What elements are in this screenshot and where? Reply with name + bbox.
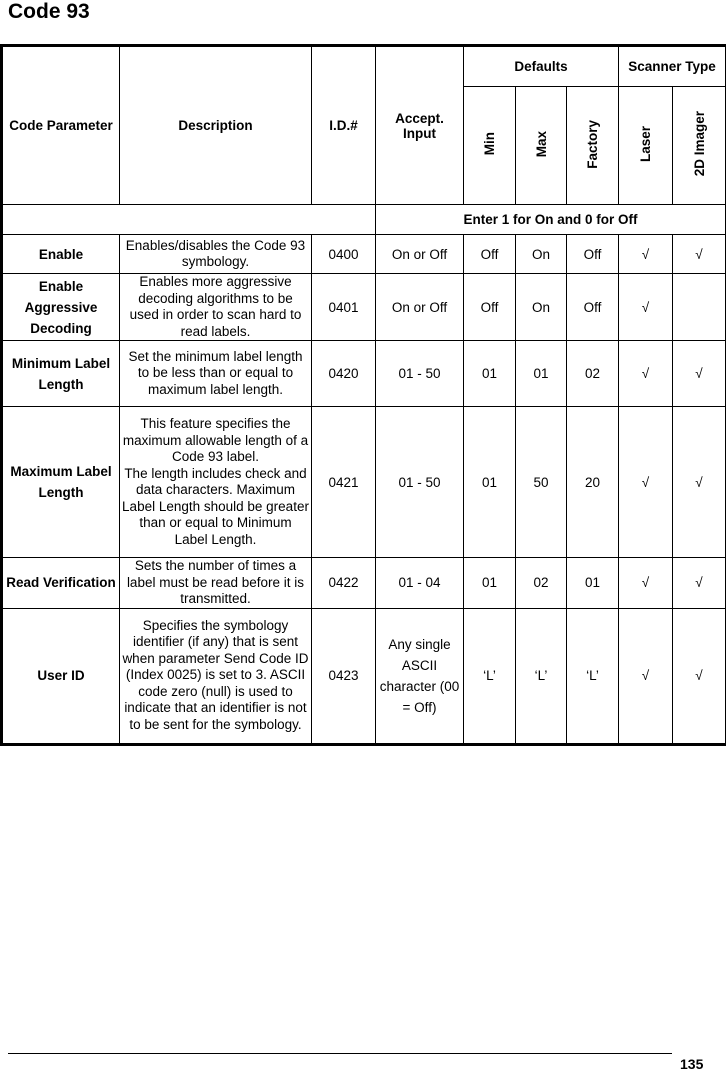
table-row [2, 407, 726, 558]
header-accept-input: Accept. Input [376, 46, 464, 205]
table-row [2, 235, 726, 274]
code93-parameter-table [0, 44, 726, 746]
note-blank-cell [2, 205, 376, 235]
footer-rule [8, 1053, 672, 1054]
accept-input-cell: On or Off [376, 274, 464, 341]
table-row [2, 558, 726, 609]
laser-cell: √ [619, 235, 673, 274]
param-cell: Enable Aggressive Decoding [2, 274, 120, 341]
header-2d-imager: 2D Imager [673, 87, 726, 205]
id-cell: 0400 [312, 235, 376, 274]
header-max: Max [516, 87, 567, 205]
factory-cell: Off [567, 235, 619, 274]
note-row [2, 205, 726, 235]
imager-cell: √ [673, 235, 726, 274]
accept-input-cell: On or Off [376, 235, 464, 274]
imager-cell: √ [673, 407, 726, 558]
max-cell: 01 [516, 341, 567, 407]
min-cell: 01 [464, 341, 516, 407]
header-laser: Laser [619, 87, 673, 205]
section-title: Code 93 [8, 0, 90, 24]
page-number: 135 [680, 1056, 703, 1072]
header-code-parameter: Code Parameter [2, 46, 120, 205]
param-cell: Minimum Label Length [2, 341, 120, 407]
min-cell: ‘L’ [464, 608, 516, 744]
description-cell: Set the minimum label length to be less than or equal to maximum label length. [120, 341, 312, 407]
min-cell: Off [464, 235, 516, 274]
header-scanner-type: Scanner Type [619, 46, 726, 87]
accept-input-cell: 01 - 50 [376, 341, 464, 407]
table-row [2, 274, 726, 341]
id-cell: 0420 [312, 341, 376, 407]
factory-cell: Off [567, 274, 619, 341]
header-min: Min [464, 87, 516, 205]
min-cell: 01 [464, 407, 516, 558]
imager-cell: √ [673, 341, 726, 407]
header-factory: Factory [567, 87, 619, 205]
table-row [2, 608, 726, 744]
max-cell: ‘L’ [516, 608, 567, 744]
description-cell: This feature specifies the maximum allowable length of a Code 93 label. The length includes check and data characters. Maximum Label Length should be greater than or equal to Minimum Label Length. [120, 407, 312, 558]
factory-cell: 20 [567, 407, 619, 558]
min-cell: 01 [464, 558, 516, 609]
imager-cell: √ [673, 558, 726, 609]
description-cell: Enables/disables the Code 93 symbology. [120, 235, 312, 274]
max-cell: On [516, 235, 567, 274]
id-cell: 0401 [312, 274, 376, 341]
laser-cell: √ [619, 407, 673, 558]
factory-cell: 02 [567, 341, 619, 407]
laser-cell: √ [619, 558, 673, 609]
min-cell: Off [464, 274, 516, 341]
laser-cell: √ [619, 608, 673, 744]
description-cell: Specifies the symbology identifier (if any) that is sent when parameter Send Code ID (Index 0025) is set to 3. ASCII code zero (null) is used to indicate that an identifier is not to be sent for the symbology. [120, 608, 312, 744]
laser-cell: √ [619, 274, 673, 341]
header-description: Description [120, 46, 312, 205]
param-cell: Enable [2, 235, 120, 274]
description-cell: Enables more aggressive decoding algorithms to be used in order to scan hard to read labels. [120, 274, 312, 341]
accept-input-cell: 01 - 50 [376, 407, 464, 558]
imager-cell [673, 274, 726, 341]
param-cell: Read Verification [2, 558, 120, 609]
header-row-top [2, 46, 726, 87]
imager-cell: √ [673, 608, 726, 744]
id-cell: 0422 [312, 558, 376, 609]
description-cell: Sets the number of times a label must be read before it is transmitted. [120, 558, 312, 609]
max-cell: 50 [516, 407, 567, 558]
param-cell: User ID [2, 608, 120, 744]
id-cell: 0421 [312, 407, 376, 558]
header-id: I.D.# [312, 46, 376, 205]
factory-cell: ‘L’ [567, 608, 619, 744]
enter-note: Enter 1 for On and 0 for Off [376, 205, 726, 235]
param-cell: Maximum Label Length [2, 407, 120, 558]
accept-input-cell: 01 - 04 [376, 558, 464, 609]
table-row [2, 341, 726, 407]
factory-cell: 01 [567, 558, 619, 609]
id-cell: 0423 [312, 608, 376, 744]
max-cell: On [516, 274, 567, 341]
header-defaults: Defaults [464, 46, 619, 87]
max-cell: 02 [516, 558, 567, 609]
laser-cell: √ [619, 341, 673, 407]
accept-input-cell: Any single ASCII character (00 = Off) [376, 608, 464, 744]
